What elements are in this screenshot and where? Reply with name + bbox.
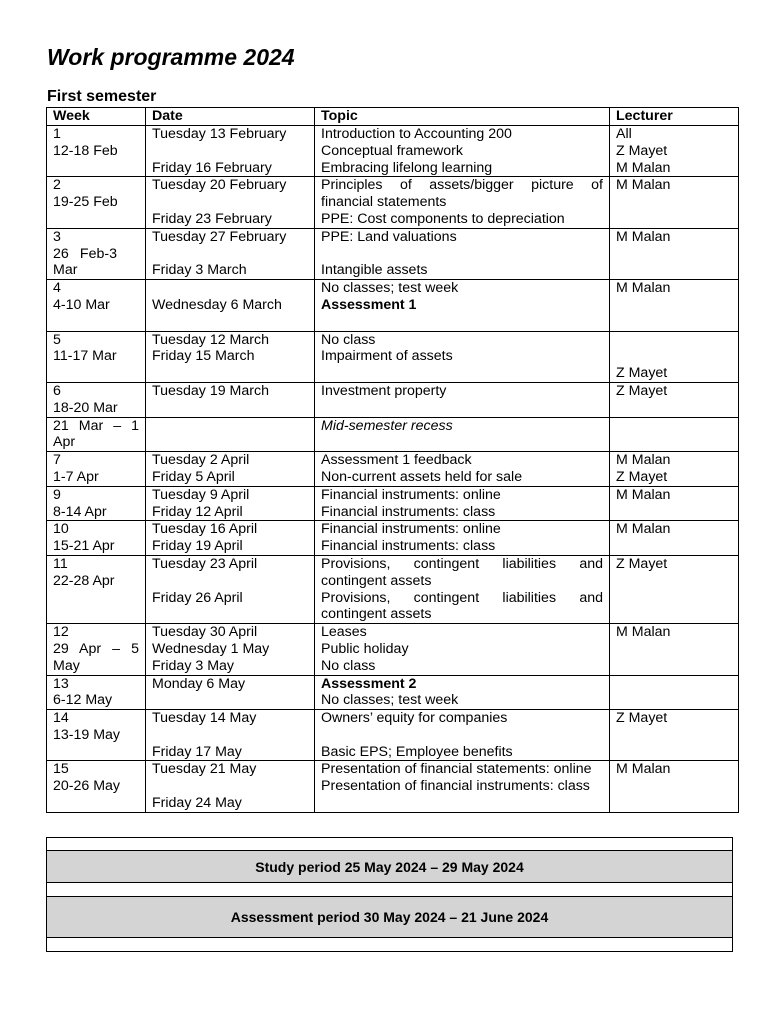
date-cell [146, 555, 315, 623]
assessment-label: Assessment 1 [321, 296, 417, 313]
week-range: 13-19 May [53, 726, 121, 743]
week-cell [47, 177, 146, 228]
lecturer-line: M Malan [616, 280, 671, 297]
week-number: 1 [53, 126, 61, 142]
date-line: Tuesday 9 April [152, 486, 250, 503]
table-row [47, 675, 739, 710]
topic-line: Basic EPS; Employee benefits [321, 743, 513, 760]
topic-line: Introduction to Accounting 200 [321, 126, 512, 142]
week-number: 4 [53, 280, 61, 297]
week-range: 19-25 Feb [53, 194, 118, 211]
lecturer-line: M Malan [616, 159, 671, 176]
date-cell [146, 417, 315, 452]
week-range: 4-10 Mar [53, 296, 110, 313]
topic-line: Financial instruments: class [321, 503, 496, 520]
date-line: Friday 26 April [152, 589, 243, 606]
topic-cell [315, 331, 610, 382]
date-line: Friday 17 May [152, 743, 242, 760]
topic-line: PPE: Cost components to depreciation [321, 210, 565, 227]
table-row [47, 624, 739, 675]
topic-cell [315, 555, 610, 623]
work-programme-table [46, 107, 739, 813]
week-number: 15 [53, 761, 69, 778]
week-range: 6-12 May [53, 692, 113, 709]
date-cell [146, 761, 315, 812]
date-cell [146, 624, 315, 675]
lecturer-line [616, 332, 732, 349]
topic-line: Intangible assets [321, 262, 428, 279]
week-range: 11-17 Mar [53, 348, 117, 365]
table-row [47, 331, 739, 382]
lecturer-line: M Malan [616, 452, 671, 469]
date-line: Tuesday 23 April [152, 555, 258, 572]
lecturer-line: M Malan [616, 521, 671, 538]
week-cell [47, 452, 146, 487]
lecturer-cell [610, 126, 739, 177]
week-number: 3 [53, 228, 61, 245]
week-blank [53, 211, 139, 228]
week-blank [53, 314, 139, 331]
date-line: Wednesday 6 March [152, 296, 282, 313]
topic-line [321, 314, 603, 331]
lecturer-cell [610, 624, 739, 675]
lecturer-line: Z Mayet [616, 710, 668, 727]
week-number: 7 [53, 452, 61, 469]
date-cell [146, 675, 315, 710]
week-range: 29 Apr – 5 May [53, 640, 139, 674]
week-number: 9 [53, 486, 61, 503]
page-title: Work programme 2024 [47, 44, 295, 70]
table-row [47, 710, 739, 761]
topic-cell [315, 486, 610, 521]
date-cell [146, 228, 315, 279]
table-row [47, 555, 739, 623]
date-line: Friday 12 April [152, 503, 243, 520]
date-cell [146, 382, 315, 417]
week-number: 13 [53, 675, 69, 692]
topic-cell [315, 710, 610, 761]
date-line: Monday 6 May [152, 675, 246, 692]
header-date: Date [146, 108, 315, 126]
date-line [152, 280, 308, 297]
week-range: 15-21 Apr [53, 538, 115, 555]
table-row [47, 761, 739, 812]
topic-line: No classes; test week [321, 692, 459, 709]
date-cell [146, 177, 315, 228]
date-line: Friday 24 May [152, 795, 242, 812]
date-line: Friday 23 February [152, 210, 272, 227]
topic-line: Impairment of assets [321, 348, 453, 365]
date-cell [146, 486, 315, 521]
date-line [152, 194, 308, 211]
topic-line: Leases [321, 624, 367, 641]
week-range: 12-18 Feb [53, 142, 118, 159]
lecturer-line: M Malan [616, 177, 671, 194]
topic-cell [315, 228, 610, 279]
topic-cell [315, 417, 610, 452]
study-period-label: Study period 25 May 2024 – 29 May 2024 [255, 858, 524, 875]
week-number: 12 [53, 624, 69, 641]
lecturer-cell [610, 452, 739, 487]
table-row [47, 417, 739, 452]
week-range: 20-26 May [53, 778, 121, 795]
date-line: Friday 3 May [152, 657, 234, 674]
assessment-period-label: Assessment period 30 May 2024 – 21 June 2024 [230, 909, 549, 925]
topic-cell [315, 382, 610, 417]
topic-line: Principles of assets/bigger picture of financial statements [321, 177, 603, 211]
date-line: Tuesday 16 April [152, 521, 258, 538]
week-number: 2 [53, 177, 61, 194]
table-row [47, 382, 739, 417]
date-line: Friday 3 March [152, 262, 247, 279]
lecturer-line: Z Mayet [616, 365, 668, 382]
lecturer-cell [610, 486, 739, 521]
topic-line: Investment property [321, 382, 447, 399]
topic-cell [315, 624, 610, 675]
lecturer-line: Z Mayet [616, 555, 668, 572]
date-line: Tuesday 2 April [152, 452, 250, 469]
lecturer-cell [610, 417, 739, 452]
topic-cell [315, 521, 610, 556]
date-line: Tuesday 19 March [152, 382, 269, 399]
lecturer-line: Z Mayet [616, 382, 668, 399]
lecturer-cell [610, 382, 739, 417]
week-cell [47, 624, 146, 675]
date-line: Wednesday 1 May [152, 640, 270, 657]
lecturer-line: M Malan [616, 486, 671, 503]
date-line [152, 246, 308, 263]
topic-line: Financial instruments: class [321, 538, 496, 555]
lecturer-cell [610, 280, 739, 331]
lecturer-line: Z Mayet [616, 468, 668, 485]
date-cell [146, 710, 315, 761]
week-number: 11 [53, 555, 68, 572]
week-number: 6 [53, 382, 61, 399]
recess-label: Mid-semester recess [321, 417, 453, 434]
table-header-row [47, 108, 739, 126]
topic-line: Financial instruments: online [321, 486, 501, 503]
header-lecturer: Lecturer [610, 108, 739, 126]
week-cell [47, 382, 146, 417]
week-range: 21 Mar – 1 Apr [53, 417, 139, 451]
topic-line [321, 727, 603, 744]
week-cell [47, 331, 146, 382]
lecturer-cell [610, 710, 739, 761]
week-cell [47, 228, 146, 279]
lecturer-cell [610, 675, 739, 710]
table-row [47, 486, 739, 521]
week-range: 8-14 Apr [53, 503, 107, 520]
date-line [152, 727, 308, 744]
date-cell [146, 331, 315, 382]
topic-line: Non-current assets held for sale [321, 468, 523, 485]
week-blank [53, 160, 139, 177]
date-line: Tuesday 21 May [152, 761, 257, 778]
date-line: Friday 5 April [152, 468, 235, 485]
lecturer-cell [610, 177, 739, 228]
topic-line: Public holiday [321, 640, 409, 657]
table-row [47, 228, 739, 279]
table-row [47, 177, 739, 228]
table-row [47, 126, 739, 177]
week-number: 10 [53, 521, 69, 538]
table-row [47, 452, 739, 487]
topic-line: Conceptual framework [321, 142, 463, 159]
lecturer-line: M Malan [616, 761, 671, 778]
header-week: Week [47, 108, 146, 126]
topic-cell [315, 675, 610, 710]
week-cell [47, 417, 146, 452]
week-cell [47, 710, 146, 761]
week-cell [47, 675, 146, 710]
date-line [152, 573, 308, 590]
lecturer-cell [610, 228, 739, 279]
week-cell [47, 486, 146, 521]
date-cell [146, 280, 315, 331]
topic-cell [315, 177, 610, 228]
topic-cell [315, 126, 610, 177]
date-line [152, 418, 308, 435]
date-line [152, 314, 308, 331]
date-cell [146, 521, 315, 556]
topic-cell [315, 280, 610, 331]
lecturer-line: M Malan [616, 624, 671, 641]
date-line [152, 778, 308, 795]
periods-box [46, 837, 733, 952]
topic-line: Provisions, contingent liabilities and contingent assets [321, 555, 603, 589]
topic-line: Presentation of financial statements: online [321, 761, 592, 778]
lecturer-line: Z Mayet [616, 142, 668, 159]
lecturer-cell [610, 555, 739, 623]
lecturer-cell [610, 521, 739, 556]
header-topic: Topic [315, 108, 610, 126]
topic-line: Owners’ equity for companies [321, 710, 508, 727]
topic-line: Financial instruments: online [321, 521, 501, 538]
week-range: 22-28 Apr [53, 572, 115, 589]
assessment-label: Assessment 2 [321, 675, 417, 692]
date-line: Tuesday 30 April [152, 624, 258, 641]
lecturer-line [616, 348, 732, 365]
topic-cell [315, 761, 610, 812]
topic-line: PPE: Land valuations [321, 228, 457, 245]
week-number: 14 [53, 710, 69, 727]
lecturer-line: M Malan [616, 228, 671, 245]
week-cell [47, 761, 146, 812]
lecturer-cell [610, 761, 739, 812]
study-period-banner [47, 850, 732, 883]
topic-line: No classes; test week [321, 280, 459, 297]
date-line: Tuesday 12 March [152, 331, 269, 348]
lecturer-line: All [616, 126, 632, 142]
date-line: Friday 15 March [152, 348, 255, 365]
topic-line: Embracing lifelong learning [321, 159, 493, 176]
date-line: Friday 19 April [152, 538, 243, 555]
table-row [47, 280, 739, 331]
date-line: Friday 16 February [152, 159, 272, 176]
topic-cell [315, 452, 610, 487]
week-range: 18-20 Mar [53, 399, 118, 416]
date-line: Tuesday 13 February [152, 126, 287, 142]
week-range: 1-7 Apr [53, 468, 99, 485]
date-line: Tuesday 27 February [152, 228, 287, 245]
week-cell [47, 126, 146, 177]
date-line: Tuesday 14 May [152, 710, 257, 727]
week-cell [47, 521, 146, 556]
assessment-period-banner [47, 896, 732, 938]
section-heading: First semester [47, 88, 157, 105]
topic-line: Assessment 1 feedback [321, 452, 472, 469]
topic-line: No class [321, 331, 376, 348]
date-cell [146, 452, 315, 487]
lecturer-cell [610, 331, 739, 382]
date-cell [146, 126, 315, 177]
topic-line: Provisions, contingent liabilities and contingent assets [321, 589, 603, 623]
lecturer-line [616, 676, 732, 693]
topic-line: No class [321, 657, 376, 674]
date-line: Tuesday 20 February [152, 177, 287, 194]
topic-line: Presentation of financial instruments: class [321, 778, 590, 795]
week-range: 26 Feb-3 Mar [53, 245, 117, 279]
date-line [152, 143, 308, 160]
lecturer-line [616, 418, 732, 435]
topic-line [321, 246, 603, 263]
week-cell [47, 555, 146, 623]
week-cell [47, 280, 146, 331]
week-number: 5 [53, 331, 61, 348]
table-row [47, 521, 739, 556]
